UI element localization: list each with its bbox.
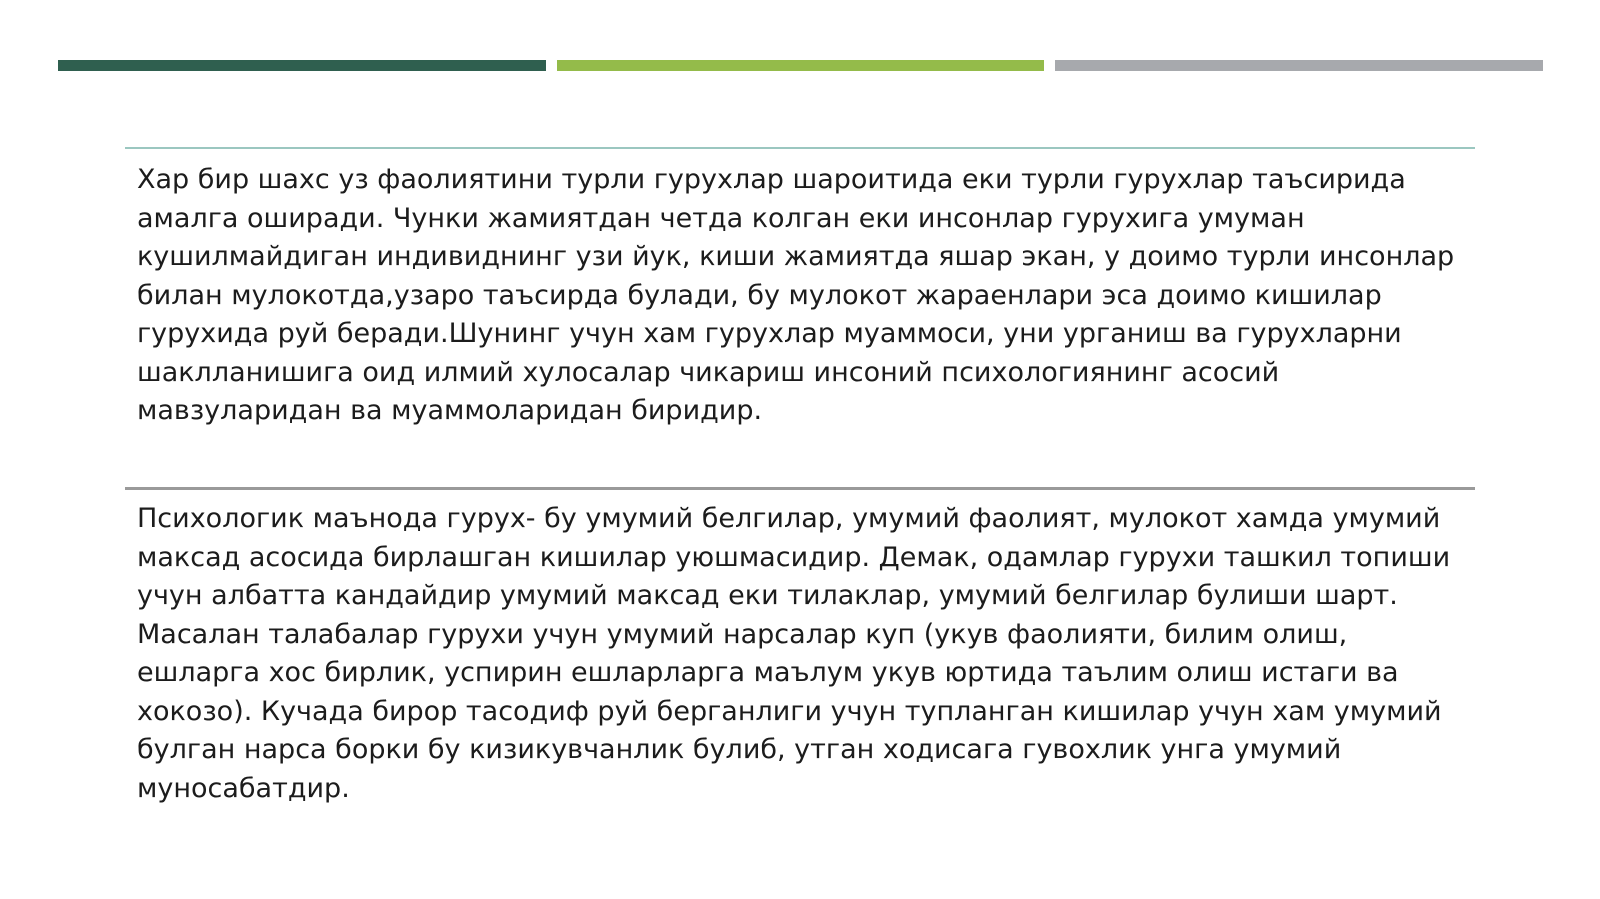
divider-top xyxy=(125,147,1475,149)
divider-middle xyxy=(125,487,1475,490)
accent-bar-green-dark xyxy=(58,60,546,71)
paragraph-group-definition: Психологик маънода гурух- бу умумий белгилар, умумий фаолият, мулокот хамда умумий максад асосида бирлашган кишилар уюшмасидир. Демак, одамлар гурухи ташкил топиши учун албатта кандайдир умумий максад еки тилаклар, умумий белгилар булиши шарт. Масалан талабалар гурухи учун умумий нарсалар куп (укув фаолияти, билим олиш, ешларга хос бирлик, успирин ешларларга маълум укув юртида таълим олиш истаги ва хокозо). Кучада бирор тасодиф руй берганлиги учун тупланган кишилар учун хам умумий булган нарса борки бу кизикувчанлик булиб, утган ходисага гувохлик унга умумий муносабатдир. xyxy=(137,503,1451,804)
accent-bar-gray xyxy=(1055,60,1543,71)
paragraph-group-activity: Хар бир шахс уз фаолиятини турли гурухлар шароитида еки турли гурухлар таъсирида амалга оширади. Чунки жамиятдан четда колган еки инсонлар гурухига умуман кушилмайдиган индивиднинг узи йук, киши жамиятда яшар экан, у доимо турли инсонлар билан мулокотда,узаро таъсирда булади, бу мулокот жараенлари эса доимо кишилар гурухида руй беради.Шунинг учун хам гурухлар муаммоси, уни урганиш ва гурухларни шаклланишига оид илмий хулосалар чикариш инсоний психологиянинг асосий мавзуларидан ва муаммоларидан биридир. xyxy=(137,164,1455,426)
accent-bar-green-light xyxy=(557,60,1044,71)
